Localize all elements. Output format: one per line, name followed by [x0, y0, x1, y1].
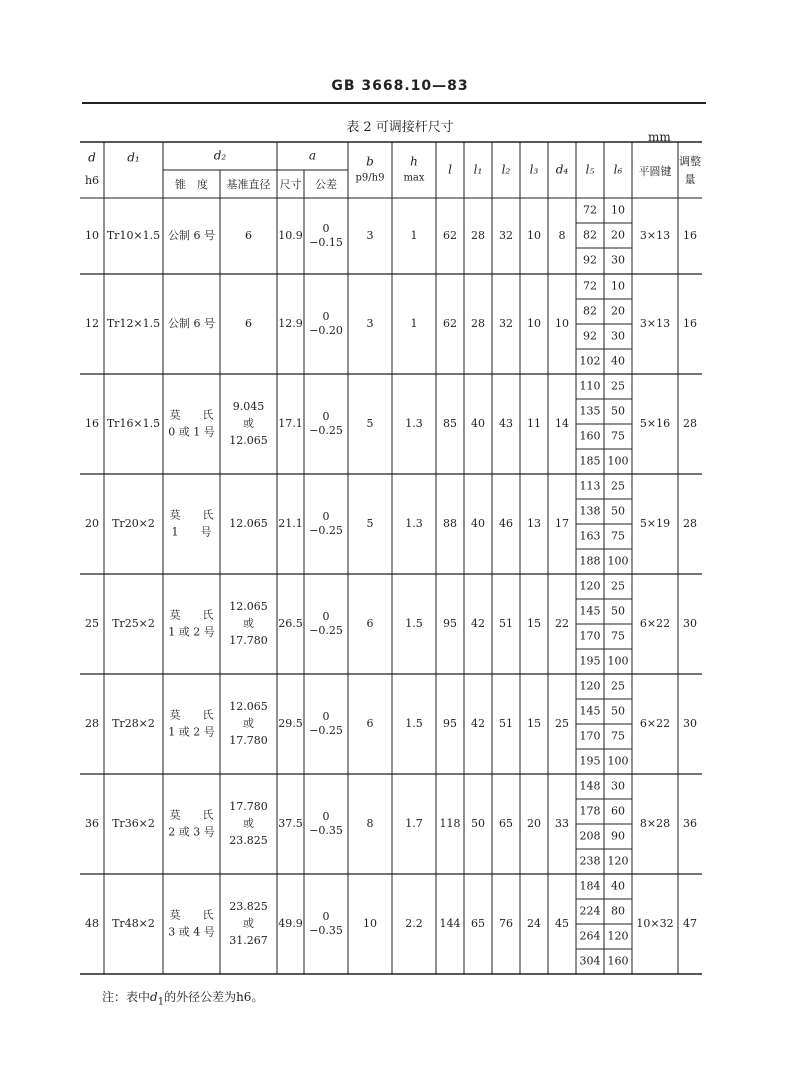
cell-l6: 25	[611, 379, 625, 393]
cell-l: 95	[443, 617, 457, 630]
cell-a-tolerance: −0.25	[309, 624, 343, 637]
cell-a-tolerance: −0.35	[309, 924, 343, 937]
cell-d1: Tr28×2	[112, 717, 155, 730]
cell-d: 36	[85, 817, 99, 830]
cell-l6: 100	[607, 554, 629, 568]
cell-h: 1	[410, 229, 418, 242]
cell-a-tolerance: 0	[322, 810, 330, 823]
page-header: GB 3668.10—83	[331, 78, 469, 94]
cell-adjust: 36	[683, 817, 697, 830]
cell-l3: 10	[527, 229, 541, 242]
cell-taper: 莫 氏	[169, 708, 214, 722]
cell-l: 62	[443, 317, 457, 330]
unit-label: mm	[648, 130, 671, 144]
cell-l6: 120	[607, 854, 629, 868]
cell-l6: 25	[611, 479, 625, 493]
cell-l6: 50	[611, 704, 625, 718]
cell-l5: 145	[579, 704, 601, 718]
cell-a-tolerance: 0	[322, 410, 330, 423]
cell-a-size: 49.9	[278, 917, 303, 930]
cell-l6: 60	[611, 804, 625, 818]
cell-adjust: 16	[683, 317, 697, 330]
cell-a-tolerance: −0.25	[309, 424, 343, 437]
cell-taper: 3 或 4 号	[168, 925, 215, 939]
cell-taper: 莫 氏	[169, 408, 214, 422]
cell-l6: 120	[607, 929, 629, 943]
cell-d4: 17	[555, 517, 569, 530]
cell-basic-diameter: 31.267	[229, 934, 268, 947]
cell-adjust: 30	[683, 717, 697, 730]
col-header-h: h	[410, 154, 418, 169]
cell-basic-diameter: 6	[245, 229, 252, 242]
cell-l5: 195	[579, 754, 601, 768]
cell-l6: 10	[611, 203, 625, 217]
cell-basic-diameter: 12.065	[229, 434, 268, 447]
cell-d: 28	[85, 717, 99, 730]
col-header-key: 平圆键	[638, 165, 672, 178]
cell-taper: 莫 氏	[169, 508, 214, 522]
cell-a-tolerance: −0.20	[309, 324, 343, 337]
cell-l1: 65	[471, 917, 485, 930]
col-header-l6: l₆	[613, 162, 623, 177]
cell-l5: 120	[579, 679, 601, 693]
table-note: 注：表中$d_1$的外径公差为h6。	[102, 990, 264, 1008]
cell-l6: 100	[607, 454, 629, 468]
cell-l2: 43	[499, 417, 513, 430]
col-header-adjust: 量	[684, 173, 696, 186]
cell-l1: 28	[471, 229, 485, 242]
cell-l6: 75	[611, 629, 625, 643]
cell-h: 2.2	[405, 917, 423, 930]
col-header-a-tolerance: 公差	[315, 178, 337, 191]
cell-basic-diameter: 或	[243, 717, 254, 730]
cell-basic-diameter: 或	[243, 417, 254, 430]
cell-d1: Tr48×2	[112, 917, 155, 930]
col-header-l3: l₃	[529, 162, 539, 177]
cell-l3: 11	[527, 417, 541, 430]
cell-d1: Tr16×1.5	[106, 417, 161, 430]
col-header-adjust: 调整	[679, 155, 701, 168]
cell-taper: 2 或 3 号	[168, 825, 215, 839]
cell-l2: 51	[499, 617, 513, 630]
cell-l5: 160	[579, 429, 601, 443]
col-header-l5: l₅	[585, 162, 595, 177]
cell-l1: 42	[471, 717, 485, 730]
cell-l6: 20	[611, 304, 625, 318]
cell-b: 6	[366, 617, 374, 630]
cell-l6: 100	[607, 754, 629, 768]
cell-adjust: 16	[683, 229, 697, 242]
cell-key: 6×22	[639, 617, 671, 630]
col-header-b-fit: p9/h9	[355, 172, 385, 184]
col-header-d-fit: h6	[84, 174, 100, 187]
cell-h: 1.5	[405, 717, 423, 730]
col-header-h-max: max	[403, 172, 425, 184]
cell-a-size: 29.5	[278, 717, 303, 730]
cell-d4: 33	[555, 817, 569, 830]
cell-basic-diameter: 或	[243, 917, 254, 930]
cell-d4: 25	[555, 717, 569, 730]
cell-a-tolerance: 0	[322, 610, 330, 623]
col-header-a: a	[308, 148, 317, 163]
cell-taper: 1 号	[171, 525, 212, 539]
cell-adjust: 28	[683, 417, 697, 430]
cell-l5: 102	[579, 354, 601, 368]
col-header-l2: l₂	[501, 162, 511, 177]
cell-l5: 170	[579, 729, 601, 743]
cell-l: 85	[443, 417, 457, 430]
cell-a-size: 37.5	[278, 817, 303, 830]
cell-l6: 25	[611, 579, 625, 593]
cell-basic-diameter: 6	[245, 317, 252, 330]
cell-a-tolerance: 0	[322, 710, 330, 723]
cell-l6: 30	[611, 253, 625, 267]
cell-l5: 72	[583, 279, 597, 293]
cell-l1: 42	[471, 617, 485, 630]
cell-l: 88	[443, 517, 457, 530]
cell-l2: 32	[499, 229, 513, 242]
cell-l3: 24	[527, 917, 541, 930]
cell-a-tolerance: 0	[322, 910, 330, 923]
cell-l: 95	[443, 717, 457, 730]
cell-l5: 82	[583, 304, 597, 318]
cell-l1: 40	[471, 517, 485, 530]
cell-a-size: 21.1	[278, 517, 303, 530]
cell-d: 48	[85, 917, 99, 930]
cell-l6: 160	[607, 954, 629, 968]
cell-b: 3	[366, 229, 374, 242]
cell-l5: 145	[579, 604, 601, 618]
cell-l5: 208	[579, 829, 601, 843]
cell-l5: 184	[579, 879, 601, 893]
cell-l6: 100	[607, 654, 629, 668]
cell-d4: 45	[555, 917, 569, 930]
cell-taper: 1 或 2 号	[168, 725, 215, 739]
cell-d1: Tr25×2	[112, 617, 155, 630]
cell-l5: 188	[579, 554, 601, 568]
cell-l5: 264	[579, 929, 601, 943]
cell-l: 62	[443, 229, 457, 242]
cell-l2: 32	[499, 317, 513, 330]
cell-l6: 75	[611, 529, 625, 543]
cell-a-tolerance: 0	[322, 510, 330, 523]
cell-key: 5×19	[639, 517, 671, 530]
cell-d1: Tr36×2	[112, 817, 155, 830]
cell-d4: 22	[555, 617, 569, 630]
cell-l6: 75	[611, 429, 625, 443]
cell-taper: 莫 氏	[169, 608, 214, 622]
cell-l5: 178	[579, 804, 601, 818]
cell-l3: 20	[527, 817, 541, 830]
cell-key: 10×32	[636, 917, 674, 930]
cell-l3: 15	[527, 717, 541, 730]
cell-key: 6×22	[639, 717, 671, 730]
cell-l2: 51	[499, 717, 513, 730]
cell-l6: 25	[611, 679, 625, 693]
cell-l1: 28	[471, 317, 485, 330]
cell-d1: Tr20×2	[112, 517, 155, 530]
cell-b: 3	[366, 317, 374, 330]
cell-key: 5×16	[639, 417, 671, 430]
cell-basic-diameter: 17.780	[229, 734, 268, 747]
cell-l5: 110	[579, 379, 601, 393]
cell-l5: 304	[579, 954, 601, 968]
cell-d1: Tr12×1.5	[106, 317, 161, 330]
cell-key: 3×13	[639, 229, 671, 242]
cell-l2: 46	[499, 517, 513, 530]
cell-l5: 195	[579, 654, 601, 668]
cell-l1: 40	[471, 417, 485, 430]
cell-d1: Tr10×1.5	[106, 229, 161, 242]
cell-a-size: 26.5	[278, 617, 303, 630]
cell-l3: 15	[527, 617, 541, 630]
cell-l1: 50	[471, 817, 485, 830]
cell-taper: 1 或 2 号	[168, 625, 215, 639]
cell-basic-diameter: 23.825	[229, 834, 268, 847]
cell-h: 1	[410, 317, 418, 330]
cell-l5: 238	[579, 854, 601, 868]
cell-taper: 莫 氏	[169, 908, 214, 922]
cell-l5: 82	[583, 228, 597, 242]
cell-basic-diameter: 17.780	[229, 634, 268, 647]
cell-l6: 40	[611, 354, 625, 368]
cell-taper: 0 或 1 号	[168, 425, 215, 439]
cell-adjust: 30	[683, 617, 697, 630]
cell-h: 1.7	[405, 817, 423, 830]
cell-a-tolerance: −0.15	[309, 236, 343, 249]
cell-adjust: 47	[683, 917, 697, 930]
cell-a-size: 10.9	[278, 229, 303, 242]
cell-b: 8	[366, 817, 374, 830]
cell-l5: 148	[579, 779, 601, 793]
cell-l6: 40	[611, 879, 625, 893]
cell-l5: 138	[579, 504, 601, 518]
cell-l5: 170	[579, 629, 601, 643]
cell-taper: 莫 氏	[169, 808, 214, 822]
cell-l6: 50	[611, 604, 625, 618]
table-title: 表 2 可调接杆尺寸	[346, 120, 454, 135]
cell-l6: 90	[611, 829, 625, 843]
cell-l5: 113	[579, 479, 601, 493]
col-header-b: b	[366, 154, 374, 169]
cell-l5: 185	[579, 454, 601, 468]
col-header-taper: 锥 度	[175, 178, 208, 191]
cell-h: 1.3	[405, 417, 423, 430]
cell-l6: 10	[611, 279, 625, 293]
cell-l: 144	[439, 917, 461, 930]
cell-d: 25	[85, 617, 99, 630]
col-header-basic-diameter: 基准直径	[226, 178, 271, 191]
cell-l6: 50	[611, 404, 625, 418]
cell-b: 6	[366, 717, 374, 730]
cell-d: 10	[85, 229, 99, 242]
cell-basic-diameter: 或	[243, 817, 254, 830]
col-header-a-size: 尺寸	[279, 178, 302, 191]
cell-b: 5	[366, 417, 374, 430]
cell-d: 16	[85, 417, 99, 430]
col-header-l1: l₁	[473, 162, 483, 177]
cell-basic-diameter: 12.065	[229, 700, 268, 713]
cell-l6: 20	[611, 228, 625, 242]
cell-basic-diameter: 12.065	[229, 517, 268, 530]
cell-l5: 92	[583, 253, 597, 267]
cell-l5: 72	[583, 203, 597, 217]
cell-a-size: 12.9	[278, 317, 303, 330]
cell-l3: 10	[527, 317, 541, 330]
col-header-d: d	[88, 150, 96, 165]
cell-l5: 120	[579, 579, 601, 593]
cell-key: 3×13	[639, 317, 671, 330]
cell-a-tolerance: −0.35	[309, 824, 343, 837]
cell-l2: 65	[499, 817, 513, 830]
col-header-l: l	[448, 162, 452, 177]
cell-l6: 30	[611, 329, 625, 343]
cell-taper: 公制 6 号	[168, 317, 215, 330]
cell-basic-diameter: 或	[243, 617, 254, 630]
cell-basic-diameter: 9.045	[232, 400, 265, 413]
cell-d4: 14	[555, 417, 569, 430]
cell-a-tolerance: −0.25	[309, 724, 343, 737]
cell-l5: 135	[579, 404, 601, 418]
col-header-d1: d₁	[127, 150, 140, 165]
cell-l: 118	[439, 817, 461, 830]
cell-d4: 10	[555, 317, 569, 330]
cell-d: 20	[85, 517, 99, 530]
cell-h: 1.5	[405, 617, 423, 630]
cell-adjust: 28	[683, 517, 697, 530]
col-header-d2: d₂	[213, 148, 227, 163]
cell-basic-diameter: 17.780	[229, 800, 268, 813]
cell-a-size: 17.1	[278, 417, 303, 430]
cell-a-tolerance: 0	[322, 310, 330, 323]
cell-a-tolerance: 0	[322, 222, 330, 235]
cell-b: 5	[366, 517, 374, 530]
cell-a-tolerance: −0.25	[309, 524, 343, 537]
cell-d: 12	[85, 317, 99, 330]
col-header-d4: d₄	[555, 162, 569, 177]
cell-b: 10	[363, 917, 377, 930]
cell-taper: 公制 6 号	[168, 229, 215, 242]
cell-l6: 80	[611, 904, 625, 918]
cell-d4: 8	[558, 229, 566, 242]
cell-l3: 13	[527, 517, 541, 530]
cell-l5: 163	[579, 529, 601, 543]
cell-basic-diameter: 23.825	[229, 900, 268, 913]
cell-l2: 76	[499, 917, 513, 930]
cell-key: 8×28	[639, 817, 671, 830]
cell-l5: 92	[583, 329, 597, 343]
cell-l5: 224	[579, 904, 601, 918]
cell-h: 1.3	[405, 517, 423, 530]
cell-basic-diameter: 12.065	[229, 600, 268, 613]
cell-l6: 75	[611, 729, 625, 743]
cell-l6: 50	[611, 504, 625, 518]
cell-l6: 30	[611, 779, 625, 793]
